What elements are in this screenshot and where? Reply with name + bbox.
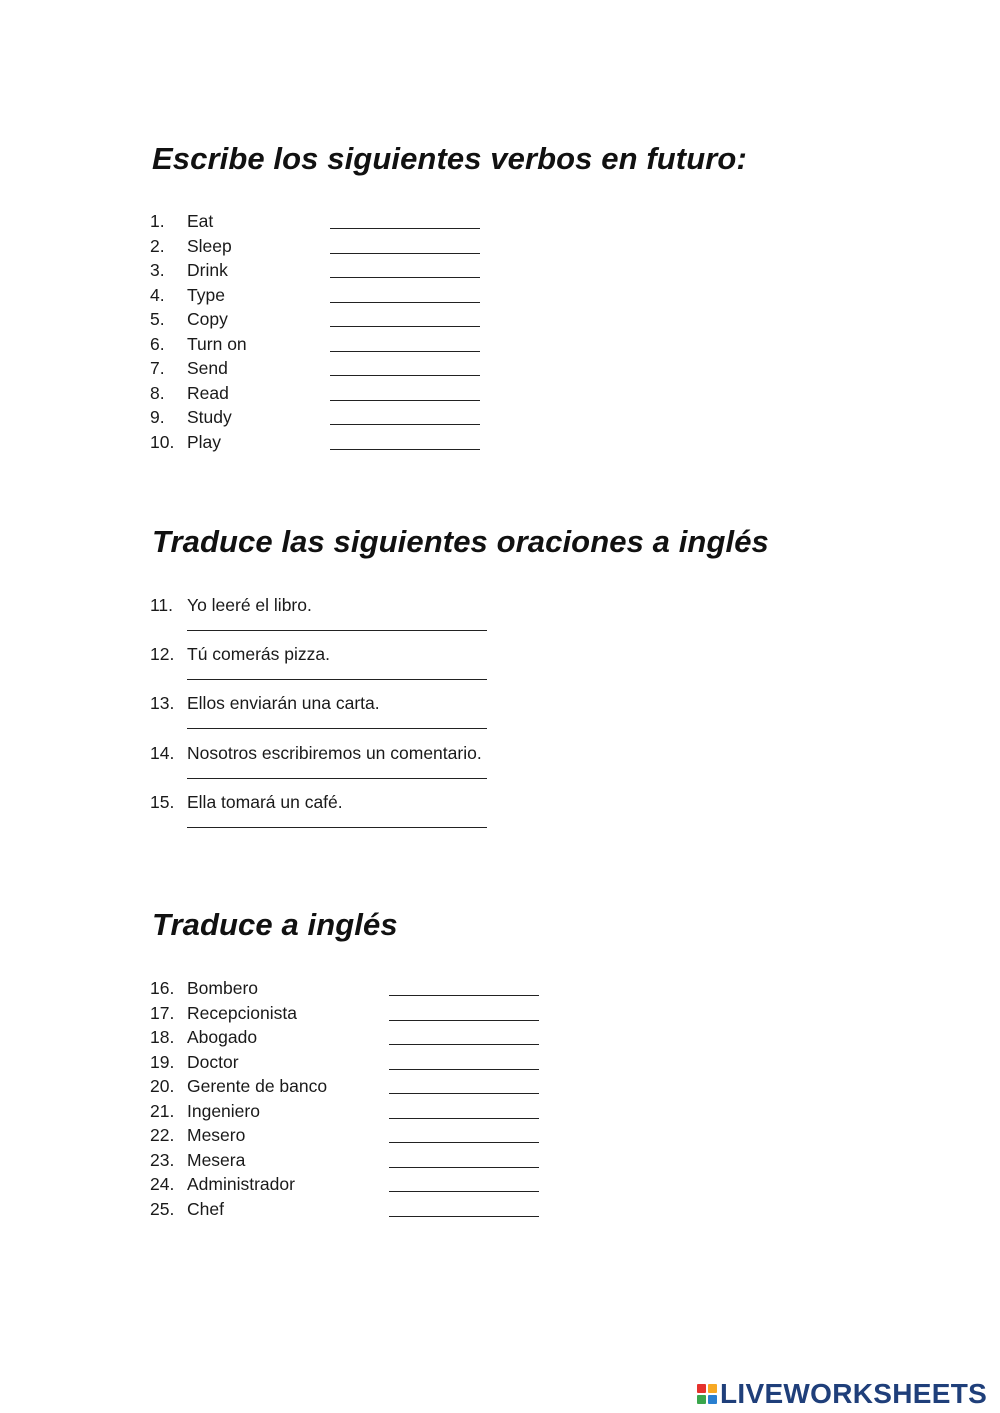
item-number: 24. xyxy=(150,1174,175,1194)
item-label: Chef xyxy=(187,1198,224,1219)
item-label: Mesero xyxy=(187,1125,246,1145)
item-label: Type xyxy=(187,284,225,305)
item-number: 17. xyxy=(150,1002,175,1023)
item-label: Recepcionista xyxy=(187,1002,297,1023)
answer-blank[interactable] xyxy=(330,381,480,401)
answer-blank[interactable] xyxy=(330,209,480,229)
brand-name: LIVEWORKSHEETS xyxy=(720,1378,988,1409)
item-number: 16. xyxy=(150,978,175,998)
item-label: Turn on xyxy=(187,333,247,354)
answer-blank[interactable] xyxy=(330,356,480,376)
logo-block-green xyxy=(697,1395,706,1404)
item-number: 25. xyxy=(150,1198,175,1219)
item-number: 20. xyxy=(150,1076,175,1096)
item-number: 10. xyxy=(150,431,175,452)
item-label: Administrador xyxy=(187,1174,295,1194)
answer-blank[interactable] xyxy=(187,666,487,680)
item-number: 7. xyxy=(150,358,165,378)
item-label: Play xyxy=(187,431,222,452)
answer-blank[interactable] xyxy=(389,1001,539,1021)
answer-blank[interactable] xyxy=(389,976,539,996)
item-number: 2. xyxy=(150,235,165,256)
item-number: 13. xyxy=(150,693,175,714)
answer-blank[interactable] xyxy=(389,1025,539,1045)
answer-blank[interactable] xyxy=(187,814,487,828)
item-number: 3. xyxy=(150,260,165,280)
answer-blank[interactable] xyxy=(187,715,487,729)
logo-block-red xyxy=(697,1384,706,1393)
item-number: 12. xyxy=(150,644,175,665)
item-label: Send xyxy=(187,358,228,378)
item-label: Ingeniero xyxy=(187,1100,260,1121)
item-label: Eat xyxy=(187,211,214,231)
item-label: Abogado xyxy=(187,1027,258,1047)
answer-blank[interactable] xyxy=(187,765,487,779)
item-number: 18. xyxy=(150,1027,175,1047)
answer-blank[interactable] xyxy=(389,1148,539,1168)
item-number: 6. xyxy=(150,333,165,354)
item-label: Doctor xyxy=(187,1051,239,1072)
logo-blocks-icon xyxy=(697,1384,717,1404)
item-label: Tú comerás pizza. xyxy=(187,644,330,665)
answer-blank[interactable] xyxy=(389,1197,539,1217)
item-label: Copy xyxy=(187,309,228,329)
answer-blank[interactable] xyxy=(330,234,480,254)
item-number: 1. xyxy=(150,211,165,231)
item-label: Read xyxy=(187,382,229,403)
answer-blank[interactable] xyxy=(330,307,480,327)
item-number: 23. xyxy=(150,1149,175,1170)
item-number: 21. xyxy=(150,1100,175,1121)
section2-heading: Traduce las siguientes oraciones a inglés xyxy=(152,524,769,559)
item-label: Bombero xyxy=(187,978,259,998)
item-label: Mesera xyxy=(187,1149,246,1170)
item-number: 11. xyxy=(150,595,174,615)
section1-heading: Escribe los siguientes verbos en futuro: xyxy=(152,141,747,176)
item-number: 15. xyxy=(150,791,175,812)
item-label: Ella tomará un café. xyxy=(187,791,343,812)
liveworksheets-logo xyxy=(697,1376,987,1412)
item-number: 22. xyxy=(150,1125,175,1145)
item-number: 8. xyxy=(150,382,165,403)
answer-blank[interactable] xyxy=(389,1099,539,1119)
logo-block-orange xyxy=(708,1384,717,1393)
answer-blank[interactable] xyxy=(330,430,480,450)
item-label: Nosotros escribiremos un comentario. xyxy=(187,742,482,763)
item-number: 19. xyxy=(150,1051,175,1072)
answer-blank[interactable] xyxy=(330,283,480,303)
answer-blank[interactable] xyxy=(330,258,480,278)
item-label: Drink xyxy=(187,260,228,280)
item-number: 4. xyxy=(150,284,165,305)
item-label: Yo leeré el libro. xyxy=(187,595,312,615)
answer-blank[interactable] xyxy=(330,332,480,352)
item-number: 5. xyxy=(150,309,165,329)
answer-blank[interactable] xyxy=(330,405,480,425)
item-label: Gerente de banco xyxy=(187,1076,328,1096)
answer-blank[interactable] xyxy=(187,617,487,631)
logo-block-blue xyxy=(708,1395,717,1404)
section3-heading: Traduce a inglés xyxy=(152,907,398,942)
item-number: 14. xyxy=(150,742,175,763)
item-label: Sleep xyxy=(187,235,232,256)
item-number: 9. xyxy=(150,407,165,427)
item-label: Ellos enviarán una carta. xyxy=(187,693,380,714)
answer-blank[interactable] xyxy=(389,1172,539,1192)
answer-blank[interactable] xyxy=(389,1050,539,1070)
answer-blank[interactable] xyxy=(389,1123,539,1143)
item-label: Study xyxy=(187,407,232,427)
answer-blank[interactable] xyxy=(389,1074,539,1094)
